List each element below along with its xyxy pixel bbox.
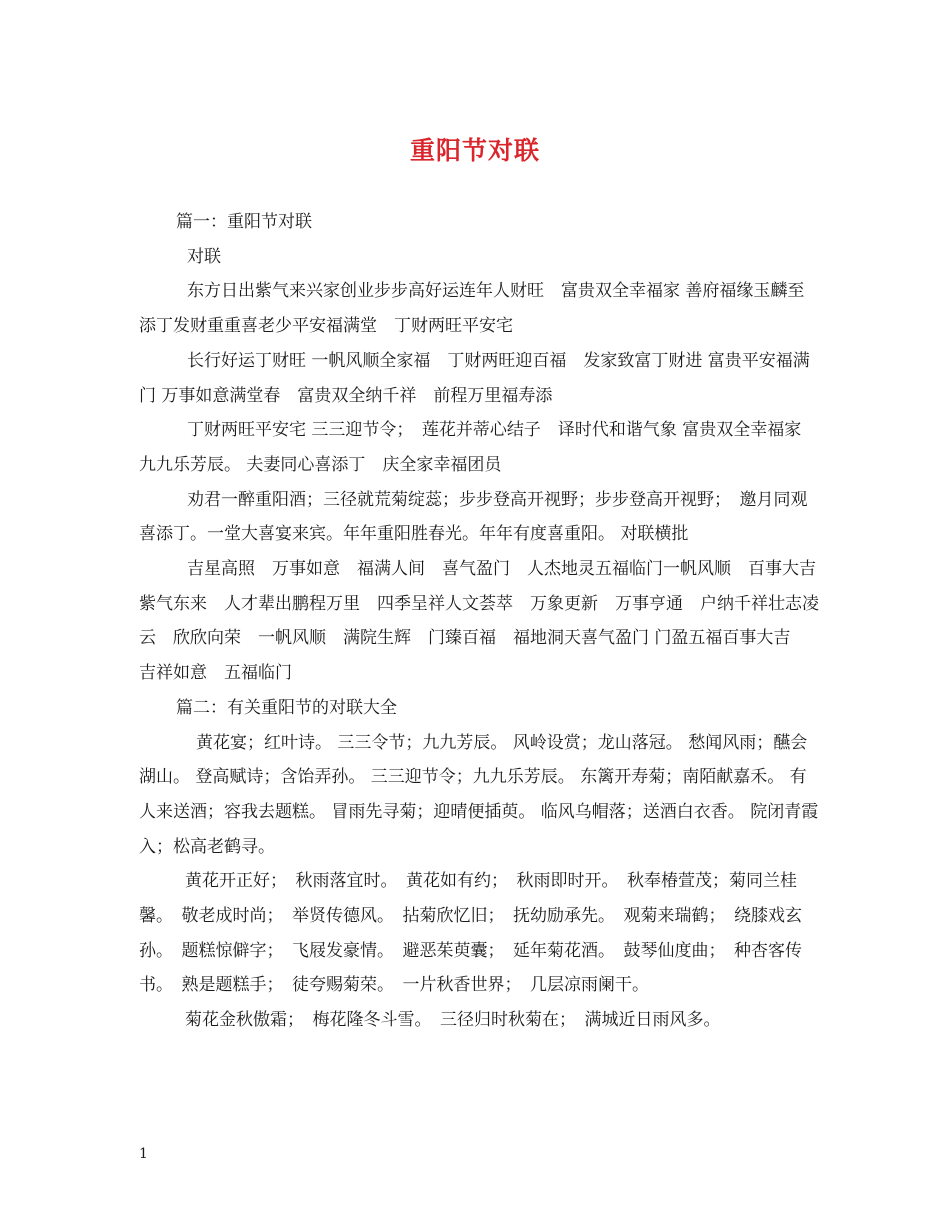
paragraph: 菊花金秋傲霜； 梅花隆冬斗雪。 三径归时秋菊在； 满城近日雨风多。 [185,1010,721,1031]
document-title: 重阳节对联 [409,136,540,165]
page-number: 1 [139,1146,148,1162]
paragraph: 东方日出紫气来兴家创业步步高好运连年人财旺 富贵双全幸福家 善府福缘玉麟至添丁发财重重喜老少平安福满堂 丁财两旺平安宅 [139,281,805,337]
paragraph: 黄花开正好； 秋雨落宜时。 黄花如有约； 秋雨即时开。 秋奉椿萱茂；菊同兰桂馨。 敬老成时尚； 举贤传德风。 拈菊欣忆旧； 抚幼励承先。 观菊来瑞鹤； 绕膝戏玄孙。 题糕惊僻字； 飞屐发豪情。 避恶茱萸囊； 延年菊花酒。 鼓琴仙度曲； 种杏客传书。 熟是题糕手； 徒夸赐菊荣。 一片秋香世界； 几层凉雨阑干。 [139,871,802,996]
paragraph: 长行好运丁财旺 一帆风顺全家福 丁财两旺迎百福 发家致富丁财进 富贵平安福满门 万事如意满堂春 富贵双全纳千祥 前程万里福寿添 [139,350,810,406]
document-body [139,205,833,1038]
section-heading: 篇二：有关重阳节的对联大全 [176,697,397,718]
section-heading: 篇一：重阳节对联 [176,212,312,232]
paragraph: 丁财两旺平安宅 三三迎节令； 莲花并蒂心结子 译时代和谐气象 富贵双全幸福家 九九乐芳辰。 夫妻同心喜添丁 庆全家幸福团员 [139,420,802,475]
subheading: 对联 [187,246,221,267]
paragraph: 劝君一醉重阳酒；三径就荒菊绽蕊；步步登高开视野；步步登高开视野； 邀月同观喜添丁。一堂大喜宴来宾。年年重阳胜春光。年年有度喜重阳。 对联横批 [139,489,808,545]
paragraph: 黄花宴；红叶诗。 三三令节；九九芳辰。 风岭设赏；龙山落冠。 愁闻风雨；醼会湖山。 登高赋诗；含饴弄孙。 三三迎节令；九九乐芳辰。 东篱开寿菊；南陌献嘉禾。 有人来送酒；容我去题糕。 冒雨先寻菊；迎晴便插萸。 临风乌帽落；送酒白衣香。 院闭青霞入；松高老鹤寻。 [139,732,819,857]
paragraph: 吉星高照 万事如意 福满人间 喜气盈门 人杰地灵五福临门一帆风顺 百事大吉 紫气东来 人才辈出鹏程万里 四季呈祥人文荟萃 万象更新 万事亨通 户纳千祥壮志凌云 欣欣向荣 一帆风顺 满院生辉 门臻百福 福地洞天喜气盈门 门盈五福百事大吉 吉祥如意 五福临门 [139,559,833,684]
